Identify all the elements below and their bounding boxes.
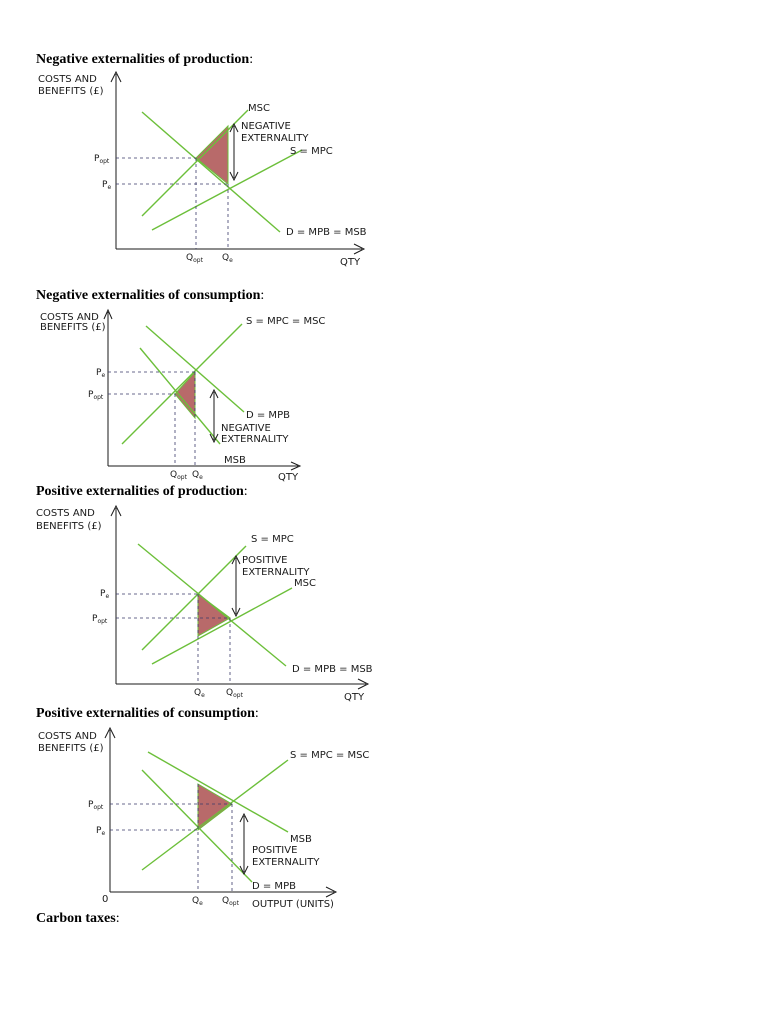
x-axis-label: QTY	[344, 692, 365, 703]
diagram-negative-consumption	[30, 306, 360, 484]
price-equilibrium-label: $P_e$	[100, 589, 110, 600]
svg-text:BENEFITS (£): BENEFITS (£)	[36, 521, 102, 532]
msb-label: MSB	[290, 834, 312, 845]
price-optimal-label: $P_{opt}$	[94, 154, 110, 165]
x-axis-label: QTY	[278, 472, 299, 483]
price-equilibrium-label: $P_e$	[102, 180, 112, 191]
svg-text:BENEFITS (£): BENEFITS (£)	[40, 322, 106, 333]
diagram-positive-production	[30, 502, 380, 706]
svg-text:EXTERNALITY: EXTERNALITY	[242, 567, 310, 578]
heading-positive-consumption: Positive externalities of consumption:	[36, 706, 259, 721]
svg-text:EXTERNALITY: EXTERNALITY	[221, 434, 289, 445]
diagram-negative-production	[30, 68, 380, 273]
diagram-positive-consumption	[30, 724, 380, 914]
price-optimal-label: $P_{opt}$	[88, 390, 104, 401]
quantity-optimal-label: $Q_{opt}$	[170, 470, 187, 481]
svg-text:EXTERNALITY: EXTERNALITY	[241, 133, 309, 144]
svg-text:BENEFITS (£): BENEFITS (£)	[38, 743, 104, 754]
price-equilibrium-label: $P_e$	[96, 826, 106, 837]
msb-curve	[140, 348, 220, 444]
quantity-optimal-label: $Q_{opt}$	[222, 896, 239, 907]
svg-text:EXTERNALITY: EXTERNALITY	[252, 857, 320, 868]
x-axis-label: OUTPUT (UNITS)	[252, 899, 334, 910]
demand-label: D = MPB = MSB	[292, 664, 373, 675]
demand-label: D = MPB = MSB	[286, 227, 367, 238]
externality-label: POSITIVE	[252, 845, 298, 856]
heading-positive-production: Positive externalities of production:	[36, 484, 248, 499]
msc-label: MSC	[294, 578, 316, 589]
msc-curve	[152, 588, 292, 664]
quantity-optimal-label: $Q_{opt}$	[186, 253, 203, 264]
y-axis-label: COSTS AND	[38, 74, 97, 85]
y-axis-label: COSTS AND	[36, 508, 95, 519]
quantity-equilibrium-label: $Q_e$	[222, 253, 233, 264]
quantity-optimal-label: $Q_{opt}$	[226, 688, 243, 699]
supply-curve	[142, 546, 246, 650]
supply-label: S = MPC = MSC	[290, 750, 370, 761]
supply-label: S = MPC	[290, 146, 333, 157]
price-optimal-label: $P_{opt}$	[92, 614, 108, 625]
price-equilibrium-label: $P_e$	[96, 368, 106, 379]
origin-label: 0	[102, 894, 109, 905]
externality-label: NEGATIVE	[241, 121, 291, 132]
demand-label: D = MPB	[246, 410, 290, 421]
externality-label: NEGATIVE	[221, 423, 271, 434]
heading-carbon-taxes: Carbon taxes:	[36, 911, 120, 926]
y-axis-label: COSTS AND	[40, 312, 99, 323]
heading-negative-consumption: Negative externalities of consumption:	[36, 288, 265, 303]
svg-text:BENEFITS (£): BENEFITS (£)	[38, 86, 104, 97]
supply-label: S = MPC	[251, 534, 294, 545]
heading-negative-production: Negative externalities of production:	[36, 52, 254, 67]
price-optimal-label: $P_{opt}$	[88, 800, 104, 811]
quantity-equilibrium-label: $Q_e$	[192, 470, 203, 481]
demand-curve	[142, 770, 252, 882]
msc-label: MSC	[248, 103, 270, 114]
quantity-equilibrium-label: $Q_e$	[194, 688, 205, 699]
x-axis-label: QTY	[340, 257, 361, 268]
supply-label: S = MPC = MSC	[246, 316, 326, 327]
y-axis-label: COSTS AND	[38, 731, 97, 742]
msb-label: MSB	[224, 455, 246, 466]
msb-curve	[148, 752, 288, 832]
demand-label: D = MPB	[252, 881, 296, 892]
quantity-equilibrium-label: $Q_e$	[192, 896, 203, 907]
externality-label: POSITIVE	[242, 555, 288, 566]
